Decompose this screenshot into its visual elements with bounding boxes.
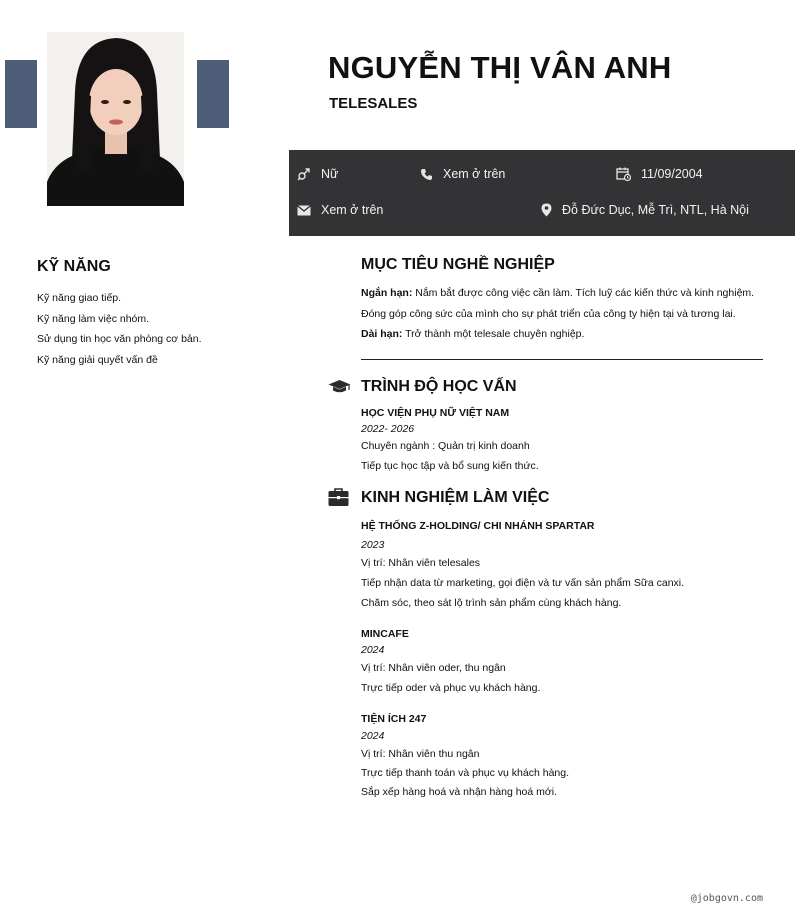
objective-short-term [361, 283, 763, 324]
objective-long-term [361, 324, 763, 345]
phone-value: Xem ở trên [443, 167, 506, 181]
job-line: Trực tiếp thanh toán và phục vụ khách hàng. [361, 766, 570, 779]
job-entry [361, 628, 763, 694]
mail-icon [297, 205, 311, 216]
job-year: 2024 [361, 729, 385, 742]
contact-gender [297, 167, 338, 181]
gender-value: Nữ [321, 167, 339, 181]
education-years: 2022- 2026 [361, 422, 415, 435]
job-line: Tiếp nhận data từ marketing, gọi điện và tư vấn sản phẩm Sữa canxi. [361, 576, 685, 589]
job-entry [361, 520, 763, 609]
objective-section [361, 256, 763, 360]
briefcase-icon [328, 488, 349, 507]
job-company: MINCAFE [361, 627, 409, 640]
skill-item: Kỹ năng giao tiếp. [37, 292, 122, 304]
gender-icon [297, 167, 311, 181]
job-line: Vị trí: Nhân viên telesales [361, 556, 481, 569]
job-entry [361, 713, 763, 798]
job-year: 2024 [361, 643, 385, 656]
experience-heading: KINH NGHIỆM LÀM VIỆC [361, 488, 550, 506]
job-year: 2023 [361, 538, 385, 551]
job-line: Sắp xếp hàng hoá và nhận hàng hoá mới. [361, 785, 558, 798]
experience-section [361, 489, 763, 798]
skill-item: Kỹ năng làm việc nhóm. [37, 312, 150, 325]
email-value: Xem ở trên [321, 203, 384, 217]
decorative-block-left [5, 60, 37, 128]
address-value: Đỗ Đức Dục, Mễ Trì, NTL, Hà Nội [562, 203, 749, 217]
section-divider [361, 359, 763, 360]
candidate-name: NGUYỄN THỊ VÂN ANH [328, 50, 672, 85]
decorative-block-right [197, 60, 229, 128]
dob-value: 11/09/2004 [641, 167, 703, 181]
job-line: Trực tiếp oder và phục vụ khách hàng. [361, 681, 541, 694]
profile-photo [47, 32, 184, 206]
phone-icon [420, 168, 433, 181]
contact-dob [616, 167, 703, 181]
objective-long-label: Dài hạn: [361, 328, 403, 340]
objective-short-text: Nắm bắt được công việc cần làm. Tích luỹ các kiến thức và kinh nghiệm. Đóng góp công sức của mình cho sự phát triển của công ty hiện tại và tương lai. [361, 287, 755, 320]
job-company: HỆ THỐNG Z-HOLDING/ CHI NHÁNH SPARTAR [361, 519, 595, 532]
graduation-cap-icon [328, 379, 351, 394]
objective-long-text: Trở thành một telesale chuyên nghiệp. [402, 328, 585, 340]
education-heading: TRÌNH ĐỘ HỌC VẤN [361, 377, 517, 395]
job-line: Chăm sóc, theo sát lộ trình sản phẩm cùng khách hàng. [361, 596, 622, 609]
contact-phone [420, 167, 505, 181]
contact-info-bar [289, 150, 795, 236]
education-school: HỌC VIỆN PHỤ NỮ VIỆT NAM [361, 406, 510, 419]
job-line: Vị trí: Nhân viên thu ngân [361, 747, 480, 760]
job-company: TIỆN ÍCH 247 [361, 712, 427, 725]
skill-item: Kỹ năng giải quyết vấn đề [37, 353, 158, 366]
footer-watermark: @jobgovn.com [690, 893, 763, 904]
job-line: Vị trí: Nhân viên oder, thu ngân [361, 661, 506, 674]
skill-item: Sử dụng tin học văn phòng cơ bản. [37, 333, 202, 345]
objective-short-label: Ngắn hạn: [361, 287, 413, 299]
main-column [361, 256, 763, 798]
education-note: Tiếp tục học tập và bổ sung kiến thức. [361, 459, 539, 472]
contact-email [297, 203, 383, 217]
job-title: TELESALES [329, 95, 418, 112]
contact-address [541, 203, 749, 217]
education-section [361, 378, 763, 472]
education-major: Chuyên ngành : Quản trị kinh doanh [361, 439, 530, 452]
location-icon [541, 203, 552, 217]
calendar-icon [616, 167, 631, 181]
skills-section [37, 258, 287, 370]
objective-heading: MỤC TIÊU NGHỀ NGHIỆP [361, 256, 555, 273]
skills-heading: KỸ NĂNG [37, 258, 111, 275]
